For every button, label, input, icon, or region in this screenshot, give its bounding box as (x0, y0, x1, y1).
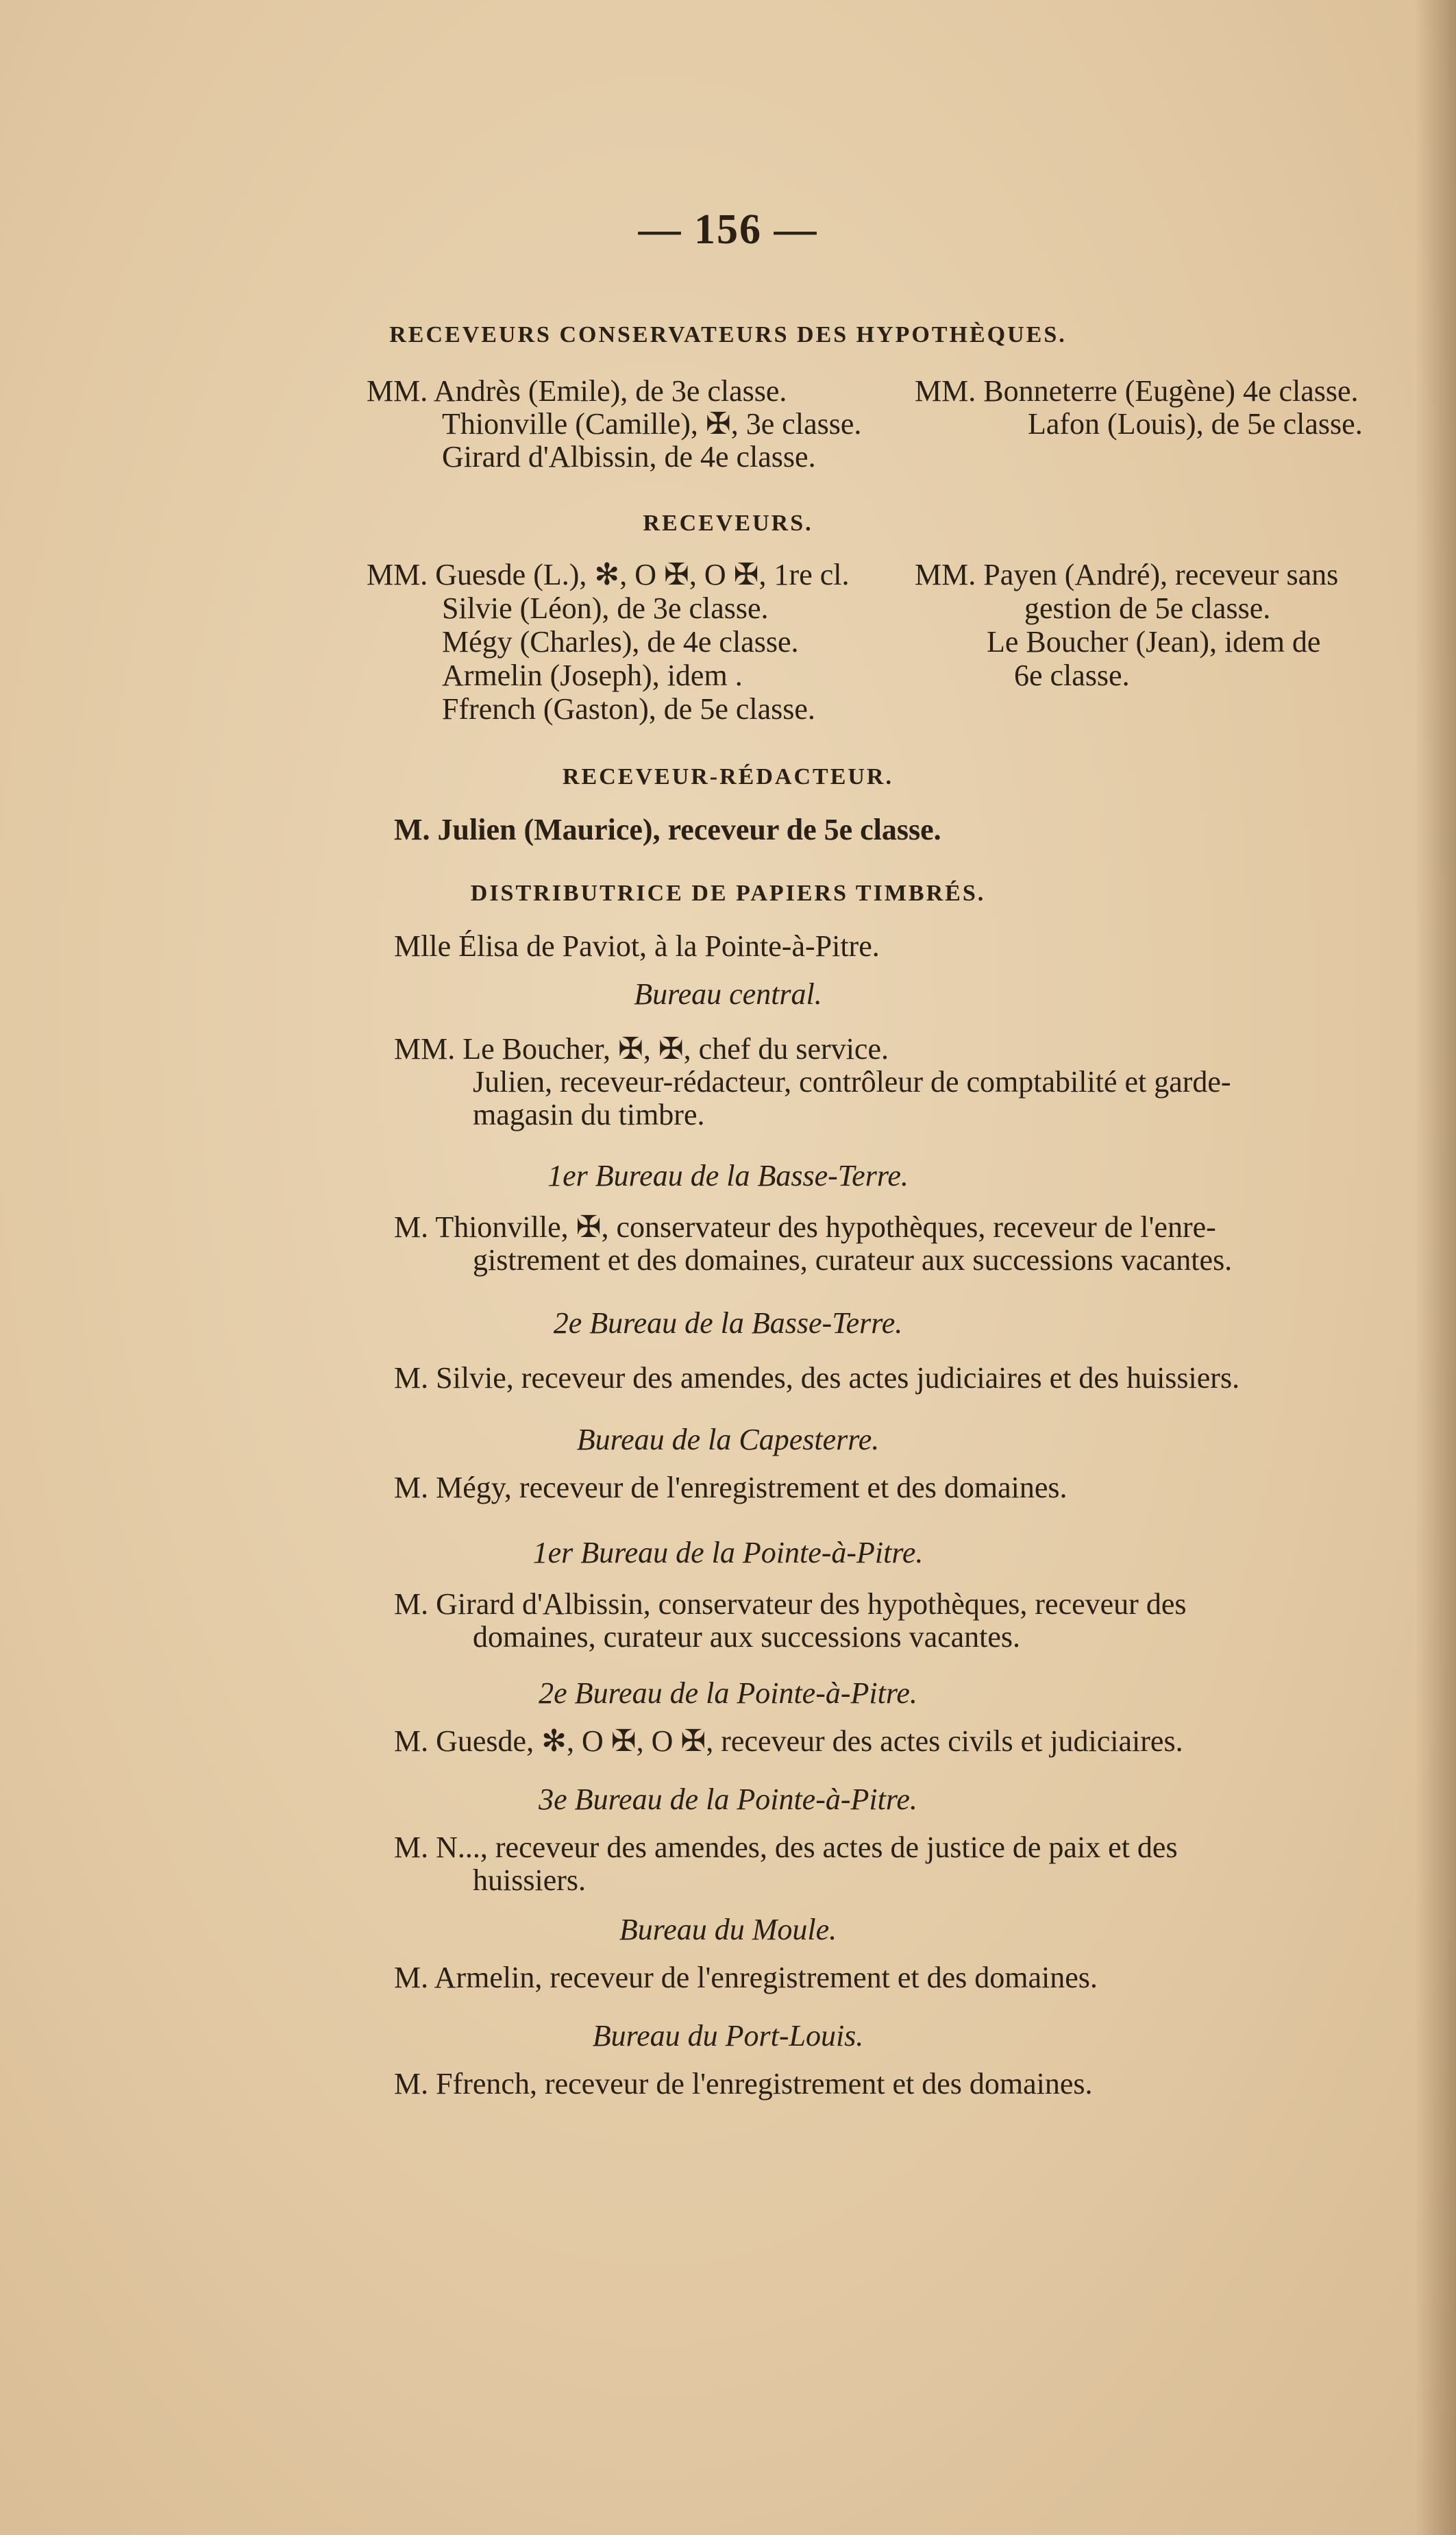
bureau-title: Bureau du Port-Louis. (592, 2019, 864, 2053)
receveurs-left-line: Mégy (Charles), de 4e classe. (442, 625, 799, 659)
heading-conservateurs: RECEVEURS CONSERVATEURS DES HYPOTHÈQUES. (389, 322, 1067, 347)
receveurs-right-line: Le Boucher (Jean), idem de (987, 625, 1321, 659)
heading-receveur-redacteur: RECEVEUR-RÉDACTEUR. (563, 764, 893, 789)
bureau-line: M. Silvie, receveur des amendes, des actes judiciaires et des huissiers. (394, 1361, 1240, 1395)
bureau-title: 2e Bureau de la Pointe-à-Pitre. (539, 1676, 917, 1710)
redacteur-line: M. Julien (Maurice), receveur de 5e classe. (394, 813, 941, 846)
bureau-title: Bureau central. (634, 977, 822, 1011)
distributrice-line: Mlle Élisa de Paviot, à la Pointe-à-Pitre. (394, 929, 880, 963)
bureau-line: M. Guesde, ✻, O ✠, O ✠, receveur des actes civils et judiciaires. (394, 1724, 1183, 1758)
page-number: — 156 — (638, 206, 818, 253)
bureau-line: M. Thionville, ✠, conservateur des hypothèques, receveur de l'enre- (394, 1210, 1216, 1244)
bureau-line: domaines, curateur aux successions vacantes. (473, 1620, 1021, 1654)
heading-receveurs: RECEVEURS. (643, 511, 813, 536)
receveurs-left-line: MM. Guesde (L.), ✻, O ✠, O ✠, 1re cl. (367, 558, 850, 591)
bureau-title: 1er Bureau de la Pointe-à-Pitre. (532, 1536, 924, 1569)
page-edge-shadow (1415, 0, 1456, 2535)
receveurs-left-line: Ffrench (Gaston), de 5e classe. (442, 692, 815, 726)
receveurs-right-line: MM. Payen (André), receveur sans (915, 558, 1339, 591)
conservateurs-right-line: MM. Bonneterre (Eugène) 4e classe. (915, 374, 1359, 408)
receveurs-right-line: gestion de 5e classe. (1024, 591, 1271, 625)
receveurs-left-line: Armelin (Joseph), idem . (442, 659, 743, 692)
receveurs-right-line: 6e classe. (1014, 659, 1130, 692)
bureau-title: 3e Bureau de la Pointe-à-Pitre. (539, 1783, 917, 1816)
conservateurs-left-line: Thionville (Camille), ✠, 3e classe. (442, 407, 862, 441)
heading-distributrice: DISTRIBUTRICE DE PAPIERS TIMBRÉS. (470, 881, 986, 906)
bureau-title: Bureau du Moule. (619, 1913, 837, 1946)
bureau-line: huissiers. (473, 1863, 586, 1897)
bureau-title: 1er Bureau de la Basse-Terre. (547, 1159, 909, 1192)
conservateurs-right-line: Lafon (Louis), de 5e classe. (1028, 407, 1363, 441)
bureau-line: M. N..., receveur des amendes, des actes de justice de paix et des (394, 1830, 1178, 1864)
bureau-line: M. Ffrench, receveur de l'enregistrement et des domaines. (394, 2067, 1093, 2101)
receveurs-left-line: Silvie (Léon), de 3e classe. (442, 591, 769, 625)
conservateurs-left-line: MM. Andrès (Emile), de 3e classe. (367, 374, 787, 408)
bureau-line: MM. Le Boucher, ✠, ✠, chef du service. (394, 1032, 889, 1066)
bureau-line: Julien, receveur-rédacteur, contrôleur de comptabilité et garde- (473, 1065, 1231, 1099)
bureau-line: gistrement et des domaines, curateur aux successions vacantes. (473, 1243, 1233, 1277)
conservateurs-left-line: Girard d'Albissin, de 4e classe. (442, 440, 816, 474)
bureau-title: Bureau de la Capesterre. (576, 1423, 880, 1456)
bureau-line: M. Girard d'Albissin, conservateur des hypothèques, receveur des (394, 1587, 1187, 1621)
bureau-line: M. Mégy, receveur de l'enregistrement et des domaines. (394, 1471, 1068, 1504)
bureau-title: 2e Bureau de la Basse-Terre. (553, 1306, 903, 1340)
bureau-line: M. Armelin, receveur de l'enregistrement et des domaines. (394, 1961, 1098, 1994)
bureau-line: magasin du timbre. (473, 1098, 705, 1131)
